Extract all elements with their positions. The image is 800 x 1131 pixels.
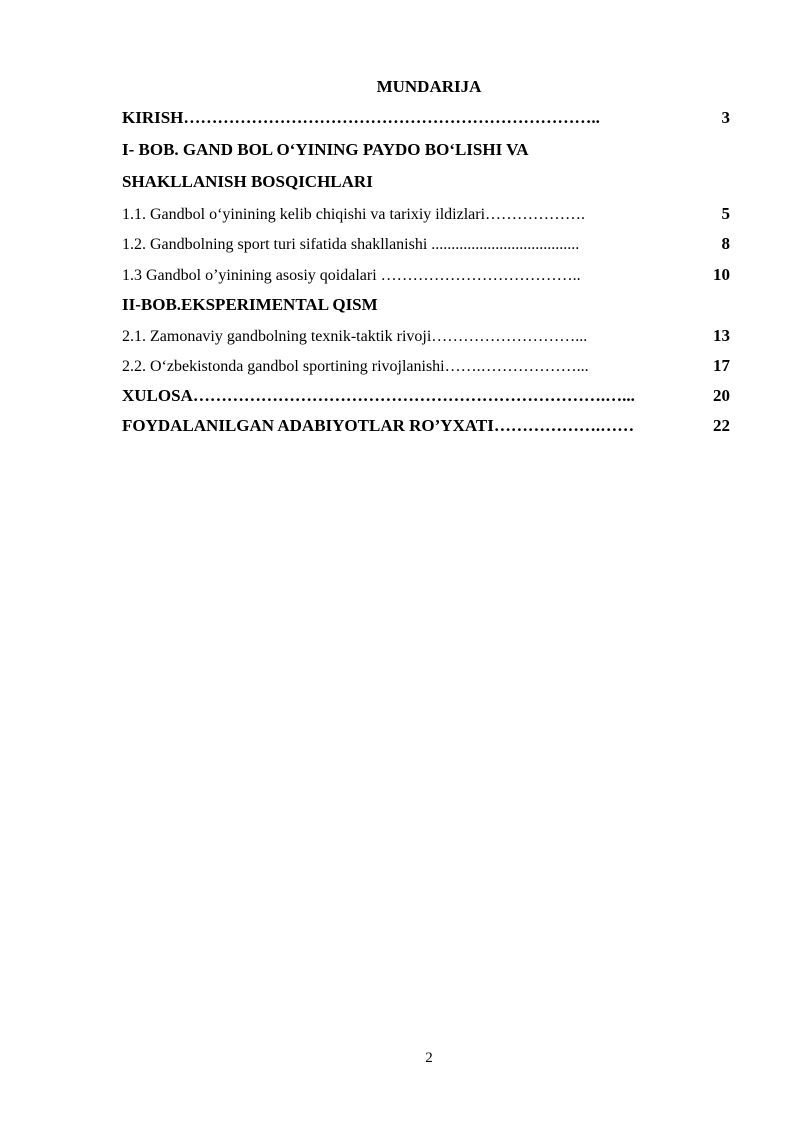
- toc-entry-xulosa: [122, 386, 730, 410]
- toc-entry-page: 20: [713, 386, 730, 405]
- toc-entry-text: 1.2. Gandbolning sport turi sifatida shakllanishi .....................................: [122, 236, 580, 253]
- toc-entry-text: KIRISH………………………………………………………………..: [122, 108, 600, 127]
- toc-entry-text: 1.3 Gandbol o’yinining asosiy qoidalari ………………………………..: [122, 267, 581, 284]
- toc-entry-1-3: [122, 265, 730, 289]
- toc-entry-text: XULOSA……………………………………………………………….…...: [122, 386, 635, 405]
- chapter-1-heading-line-1: I- BOB. GAND BOL O‘YINING PAYDO BO‘LISHI VA: [122, 140, 529, 159]
- page-title: MUNDARIJA: [376, 77, 482, 96]
- toc-entry-1-1: [122, 204, 730, 228]
- toc-entry-2-2: [122, 356, 730, 380]
- toc-entry-page: 3: [721, 108, 730, 127]
- toc-entry-page: 8: [721, 234, 730, 253]
- page-number: 2: [425, 1050, 433, 1066]
- toc-entry-text: 1.1. Gandbol o‘yinining kelib chiqishi va tarixiy ildizlari……………….: [122, 206, 586, 223]
- toc-entry-1-2: [122, 234, 730, 258]
- toc-entry-text: 2.1. Zamonaviy gandbolning texnik-taktik rivoji………………………...: [122, 328, 588, 345]
- toc-entry-page: 22: [713, 416, 730, 435]
- toc-entry-page: 10: [713, 265, 730, 284]
- toc-entry-text: 2.2. O‘zbekistonda gandbol sportining rivojlanishi…….………………...: [122, 358, 589, 375]
- toc-entry-kirish: [122, 108, 730, 132]
- chapter-1-heading-line-2: SHAKLLANISH BOSQICHLARI: [122, 172, 373, 191]
- toc-entry-2-1: [122, 326, 730, 350]
- toc-entry-page: 13: [713, 326, 730, 345]
- toc-entry-references: [122, 416, 730, 440]
- toc-entry-text: FOYDALANILGAN ADABIYOTLAR RO’YXATI……………….……: [122, 416, 635, 435]
- toc-entry-page: 5: [721, 204, 730, 223]
- toc-entry-page: 17: [713, 356, 730, 375]
- chapter-2-heading: II-BOB.EKSPERIMENTAL QISM: [122, 295, 378, 314]
